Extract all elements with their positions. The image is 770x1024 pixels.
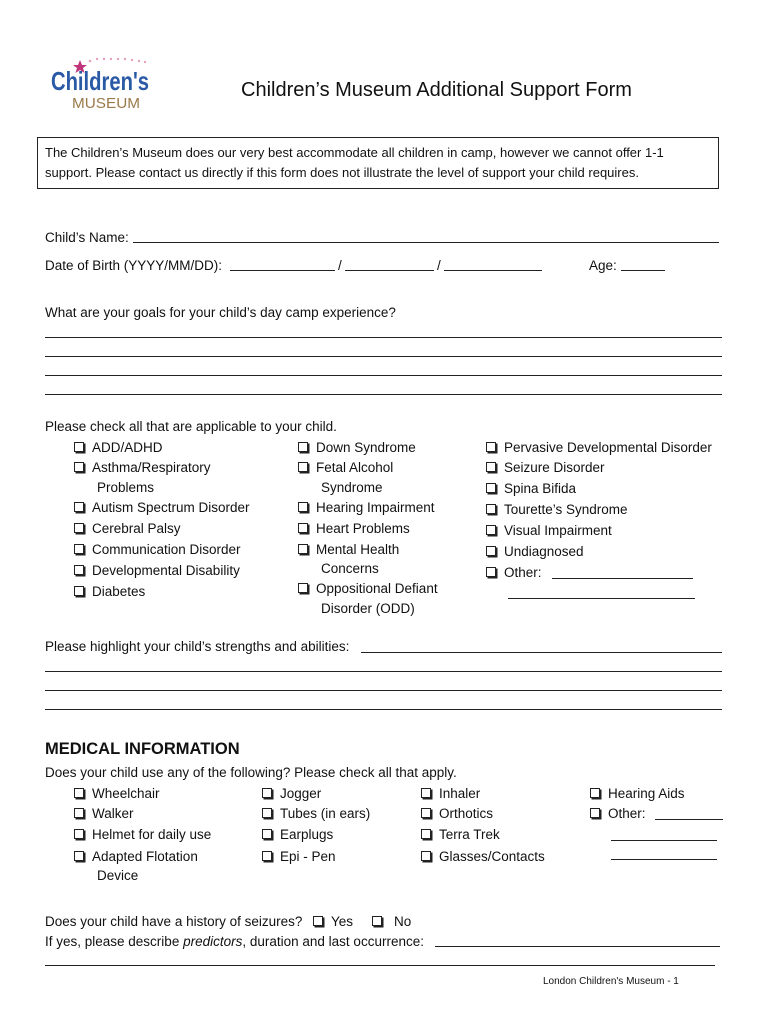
page-footer: London Children's Museum - 1 bbox=[543, 976, 679, 987]
strengths-line-1[interactable] bbox=[361, 652, 722, 653]
checkbox-label: No bbox=[394, 914, 412, 929]
checkbox-developmental[interactable] bbox=[74, 562, 240, 579]
checkbox-fetal-alcohol[interactable] bbox=[298, 459, 393, 476]
checkbox-label: Jogger bbox=[280, 786, 322, 801]
strengths-question: Please highlight your child’s strengths and abilities: bbox=[45, 639, 350, 654]
medical-prompt: Does your child use any of the following? Please check all that apply. bbox=[45, 765, 457, 780]
checkbox-mental-health[interactable] bbox=[298, 541, 399, 558]
checkbox-icon bbox=[298, 523, 308, 533]
checkbox-icon bbox=[486, 525, 496, 535]
checkbox-other-condition[interactable] bbox=[486, 564, 542, 581]
checkbox-undiagnosed[interactable] bbox=[486, 543, 584, 560]
checkbox-label: Asthma/Respiratory bbox=[92, 460, 211, 475]
goals-line-3[interactable] bbox=[45, 375, 722, 376]
checkbox-icon bbox=[421, 829, 431, 839]
dob-year-field[interactable] bbox=[230, 270, 335, 271]
checkbox-label-cont: Problems bbox=[97, 480, 155, 495]
checkbox-label: Fetal Alcohol bbox=[316, 460, 394, 475]
checkbox-label: Helmet for daily use bbox=[92, 827, 212, 842]
checkbox-icon bbox=[262, 808, 272, 818]
goals-line-4[interactable] bbox=[45, 394, 722, 395]
checkbox-label: Heart Problems bbox=[316, 521, 410, 536]
checkbox-icon bbox=[486, 462, 496, 472]
strengths-line-3[interactable] bbox=[45, 690, 722, 691]
checkbox-label-cont: Syndrome bbox=[321, 480, 383, 495]
checkbox-cerebral-palsy[interactable] bbox=[74, 520, 181, 537]
checkbox-label: Down Syndrome bbox=[316, 440, 416, 455]
checkbox-tubes[interactable] bbox=[262, 805, 370, 822]
checkbox-icon bbox=[590, 788, 600, 798]
goals-line-1[interactable] bbox=[45, 337, 722, 338]
dob-label: Date of Birth (YYYY/MM/DD): bbox=[45, 258, 223, 273]
checkbox-label: Adapted Flotation bbox=[92, 849, 198, 864]
goals-line-2[interactable] bbox=[45, 356, 722, 357]
checkbox-down-syndrome[interactable] bbox=[298, 439, 416, 456]
checkbox-odd[interactable] bbox=[298, 580, 438, 597]
checkbox-label: Other: bbox=[608, 806, 646, 821]
checkbox-label: Orthotics bbox=[439, 806, 494, 821]
medical-heading: MEDICAL INFORMATION bbox=[45, 740, 240, 758]
conditions-prompt: Please check all that are applicable to your child. bbox=[45, 419, 337, 434]
checkbox-label: ADD/ADHD bbox=[92, 440, 163, 455]
checkbox-icon bbox=[262, 829, 272, 839]
seizures-describe bbox=[45, 933, 424, 950]
checkbox-label: Diabetes bbox=[92, 584, 146, 599]
checkbox-add-adhd[interactable] bbox=[74, 439, 163, 456]
checkbox-icon bbox=[74, 788, 84, 798]
checkbox-icon bbox=[421, 851, 431, 861]
checkbox-label: Visual Impairment bbox=[504, 523, 612, 538]
strengths-line-4[interactable] bbox=[45, 709, 722, 710]
checkbox-icon bbox=[74, 851, 84, 861]
checkbox-icon bbox=[74, 462, 84, 472]
describe-emphasis: predictors bbox=[183, 934, 243, 949]
checkbox-icon bbox=[74, 544, 84, 554]
seizures-no-checkbox[interactable] bbox=[372, 913, 411, 930]
checkbox-label: Earplugs bbox=[280, 827, 334, 842]
checkbox-icon bbox=[298, 462, 308, 472]
checkbox-icon bbox=[486, 546, 496, 556]
seizures-yes-checkbox[interactable] bbox=[313, 913, 353, 930]
checkbox-label-cont: Concerns bbox=[321, 561, 379, 576]
checkbox-label: Cerebral Palsy bbox=[92, 521, 181, 536]
checkbox-asthma[interactable] bbox=[74, 459, 211, 476]
checkbox-label: Pervasive Developmental Disorder bbox=[504, 440, 712, 455]
checkbox-helmet[interactable] bbox=[74, 826, 211, 843]
checkbox-icon bbox=[74, 565, 84, 575]
checkbox-icon bbox=[298, 544, 308, 554]
dob-slash-2: / bbox=[437, 258, 441, 273]
checkbox-icon bbox=[486, 442, 496, 452]
logo-line1: Children's bbox=[51, 66, 149, 96]
checkbox-label: Hearing Impairment bbox=[316, 500, 435, 515]
checkbox-autism[interactable] bbox=[74, 499, 250, 516]
checkbox-label: Spina Bifida bbox=[504, 481, 577, 496]
checkbox-label: Mental Health bbox=[316, 542, 400, 557]
child-name-label: Child’s Name: bbox=[45, 230, 129, 245]
seizures-describe-line-1[interactable] bbox=[435, 946, 720, 947]
checkbox-earplugs[interactable] bbox=[262, 826, 333, 843]
checkbox-icon bbox=[421, 808, 431, 818]
checkbox-tourettes[interactable] bbox=[486, 501, 628, 518]
museum-logo bbox=[50, 54, 152, 112]
checkbox-wheelchair[interactable] bbox=[74, 785, 160, 802]
checkbox-icon bbox=[486, 483, 496, 493]
other-device-field-3[interactable] bbox=[611, 859, 717, 860]
checkbox-icon bbox=[74, 829, 84, 839]
checkbox-inhaler[interactable] bbox=[421, 785, 480, 802]
dob-month-field[interactable] bbox=[345, 270, 434, 271]
checkbox-label: Tourette’s Syndrome bbox=[504, 502, 628, 517]
checkbox-label: Epi - Pen bbox=[280, 849, 336, 864]
goals-question: What are your goals for your child’s day camp experience? bbox=[45, 305, 396, 320]
checkbox-icon bbox=[313, 916, 323, 926]
checkbox-terra-trek[interactable] bbox=[421, 826, 500, 843]
checkbox-icon bbox=[298, 502, 308, 512]
checkbox-icon bbox=[74, 502, 84, 512]
checkbox-icon bbox=[421, 788, 431, 798]
other-device-field-2[interactable] bbox=[611, 840, 717, 841]
other-condition-field-2[interactable] bbox=[508, 598, 695, 599]
checkbox-icon bbox=[590, 808, 600, 818]
checkbox-label: Inhaler bbox=[439, 786, 481, 801]
notice-box: The Children’s Museum does our very best accommodate all children in camp, however we cannot offer 1-1 support. Please contact us directly if this form does not illustrate the level of support your child requires. bbox=[37, 137, 719, 189]
checkbox-hearing-impairment[interactable] bbox=[298, 499, 435, 516]
checkbox-epi-pen[interactable] bbox=[262, 848, 336, 865]
checkbox-flotation[interactable] bbox=[74, 848, 198, 865]
checkbox-icon bbox=[298, 442, 308, 452]
checkbox-label: Communication Disorder bbox=[92, 542, 241, 557]
checkbox-label: Walker bbox=[92, 806, 134, 821]
checkbox-icon bbox=[262, 788, 272, 798]
checkbox-hearing-aids[interactable] bbox=[590, 785, 685, 802]
checkbox-label: Terra Trek bbox=[439, 827, 500, 842]
checkbox-label: Seizure Disorder bbox=[504, 460, 605, 475]
checkbox-label: Hearing Aids bbox=[608, 786, 685, 801]
checkbox-icon bbox=[298, 583, 308, 593]
checkbox-label: Wheelchair bbox=[92, 786, 160, 801]
checkbox-icon bbox=[74, 523, 84, 533]
other-device-field-1[interactable] bbox=[655, 819, 723, 820]
checkbox-spina-bifida[interactable] bbox=[486, 480, 576, 497]
checkbox-visual-impairment[interactable] bbox=[486, 522, 612, 539]
checkbox-seizure-disorder[interactable] bbox=[486, 459, 605, 476]
checkbox-label: Glasses/Contacts bbox=[439, 849, 545, 864]
age-label: Age: bbox=[589, 258, 617, 273]
form-title: Children’s Museum Additional Support Form bbox=[241, 79, 632, 101]
checkbox-label: Other: bbox=[504, 565, 542, 580]
logo-line2: MUSEUM bbox=[72, 95, 140, 112]
checkbox-label: Undiagnosed bbox=[504, 544, 584, 559]
checkbox-label: Developmental Disability bbox=[92, 563, 240, 578]
checkbox-label: Oppositional Defiant bbox=[316, 581, 438, 596]
dob-day-field[interactable] bbox=[444, 270, 542, 271]
checkbox-jogger[interactable] bbox=[262, 785, 321, 802]
describe-suffix: , duration and last occurrence: bbox=[242, 934, 424, 949]
checkbox-pervasive[interactable] bbox=[486, 439, 712, 456]
checkbox-icon bbox=[74, 442, 84, 452]
checkbox-label-cont: Disorder (ODD) bbox=[321, 601, 415, 616]
checkbox-orthotics[interactable] bbox=[421, 805, 493, 822]
seizures-question: Does your child have a history of seizures? bbox=[45, 914, 303, 929]
strengths-line-2[interactable] bbox=[45, 671, 722, 672]
checkbox-icon bbox=[74, 586, 84, 596]
checkbox-icon bbox=[486, 504, 496, 514]
dob-slash-1: / bbox=[338, 258, 342, 273]
checkbox-icon bbox=[262, 851, 272, 861]
checkbox-communication[interactable] bbox=[74, 541, 241, 558]
checkbox-heart-problems[interactable] bbox=[298, 520, 410, 537]
checkbox-label: Tubes (in ears) bbox=[280, 806, 371, 821]
other-condition-field-1[interactable] bbox=[552, 578, 693, 579]
checkbox-label: Yes bbox=[331, 914, 354, 929]
checkbox-icon bbox=[372, 916, 382, 926]
checkbox-glasses[interactable] bbox=[421, 848, 545, 865]
checkbox-icon bbox=[74, 808, 84, 818]
checkbox-walker[interactable] bbox=[74, 805, 134, 822]
seizures-describe-line-2[interactable] bbox=[45, 965, 715, 966]
checkbox-label: Autism Spectrum Disorder bbox=[92, 500, 250, 515]
age-field[interactable] bbox=[621, 270, 665, 271]
checkbox-label-cont: Device bbox=[97, 868, 139, 883]
child-name-field[interactable] bbox=[133, 242, 719, 243]
describe-prefix: If yes, please describe bbox=[45, 934, 184, 949]
checkbox-icon bbox=[486, 567, 496, 577]
checkbox-diabetes[interactable] bbox=[74, 583, 145, 600]
checkbox-other-device[interactable] bbox=[590, 805, 646, 822]
